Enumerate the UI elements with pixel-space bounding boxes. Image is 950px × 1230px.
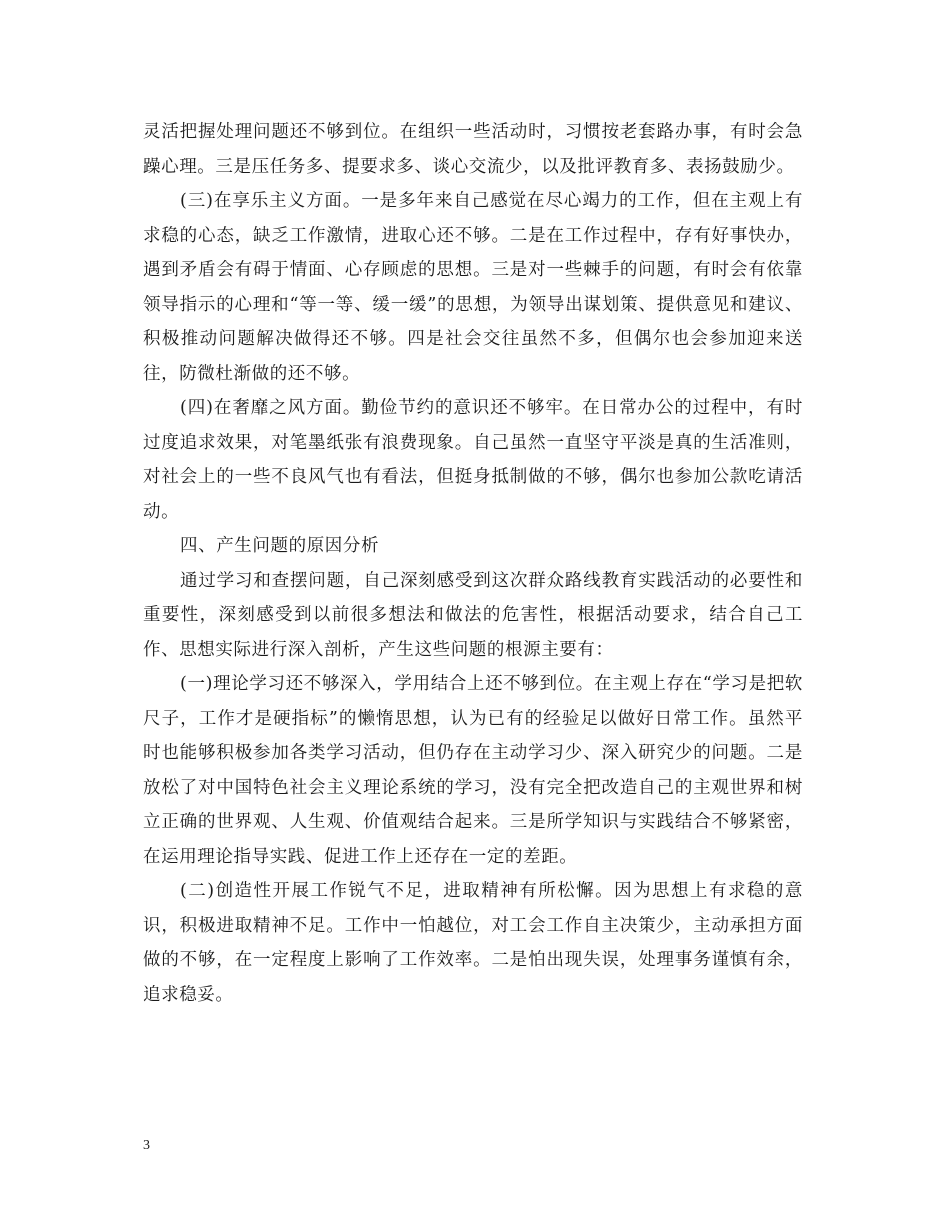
paragraph-analysis-intro: 通过学习和查摆问题，自己深刻感受到这次群众路线教育实践活动的必要性和重要性，深刻感受到以前很多想法和做法的危害性，根据活动要求，结合自己工作、思想实际进行深入剖析，产生这些问题的根源主要有： bbox=[143, 570, 803, 660]
paragraph-hedonism: (三)在享乐主义方面。一是多年来自己感觉在尽心竭力的工作，但在主观上有求稳的心态，缺乏工作激情，进取心还不够。二是在工作过程中，存有好事快办，遇到矛盾会有碍于情面、心存顾虑的思想。三是对一些棘手的问题，有时会有依靠领导指示的心理和“等一等、缓一缓”的思想，为领导出谋划策、提供意见和建议、积极推动问题解决做得还不够。四是社会交往虽然不多，但偶尔也会参加迎来送往，防微杜渐做的还不够。 bbox=[143, 191, 803, 384]
paragraph-creativity: (二)创造性开展工作锐气不足，进取精神有所松懈。因为思想上有求稳的意识，积极进取精神不足。工作中一怕越位，对工会工作自主决策少，主动承担方面做的不够，在一定程度上影响了工作效率。二是怕出现失误，处理事务谨慎有余，追求稳妥。 bbox=[143, 881, 803, 1005]
document-body bbox=[143, 115, 803, 1012]
paragraph-theory-study: (一)理论学习还不够深入，学用结合上还不够到位。在主观上存在“学习是把软尺子，工作才是硬指标”的懒惰思想，认为已有的经验足以做好日常工作。虽然平时也能够积极参加各类学习活动，但仍存在主动学习少、深入研究少的问题。二是放松了对中国特色社会主义理论系统的学习，没有完全把改造自己的主观世界和树立正确的世界观、人生观、价值观结合起来。三是所学知识与实践结合不够紧密，在运用理论指导实践、促进工作上还存在一定的差距。 bbox=[143, 674, 803, 867]
paragraph-extravagance: (四)在奢靡之风方面。勤俭节约的意识还不够牢。在日常办公的过程中，有时过度追求效果，对笔墨纸张有浪费现象。自己虽然一直坚守平淡是真的生活准则，对社会上的一些不良风气也有看法，但挺身抵制做的不够，偶尔也参加公款吃请活动。 bbox=[143, 398, 803, 522]
paragraph-continuation: 灵活把握处理问题还不够到位。在组织一些活动时，习惯按老套路办事，有时会急躁心理。三是压任务多、提要求多、谈心交流少，以及批评教育多、表扬鼓励少。 bbox=[143, 122, 803, 177]
page-number: 3 bbox=[143, 1138, 150, 1153]
section-heading-cause-analysis: 四、产生问题的原因分析 bbox=[180, 536, 380, 556]
